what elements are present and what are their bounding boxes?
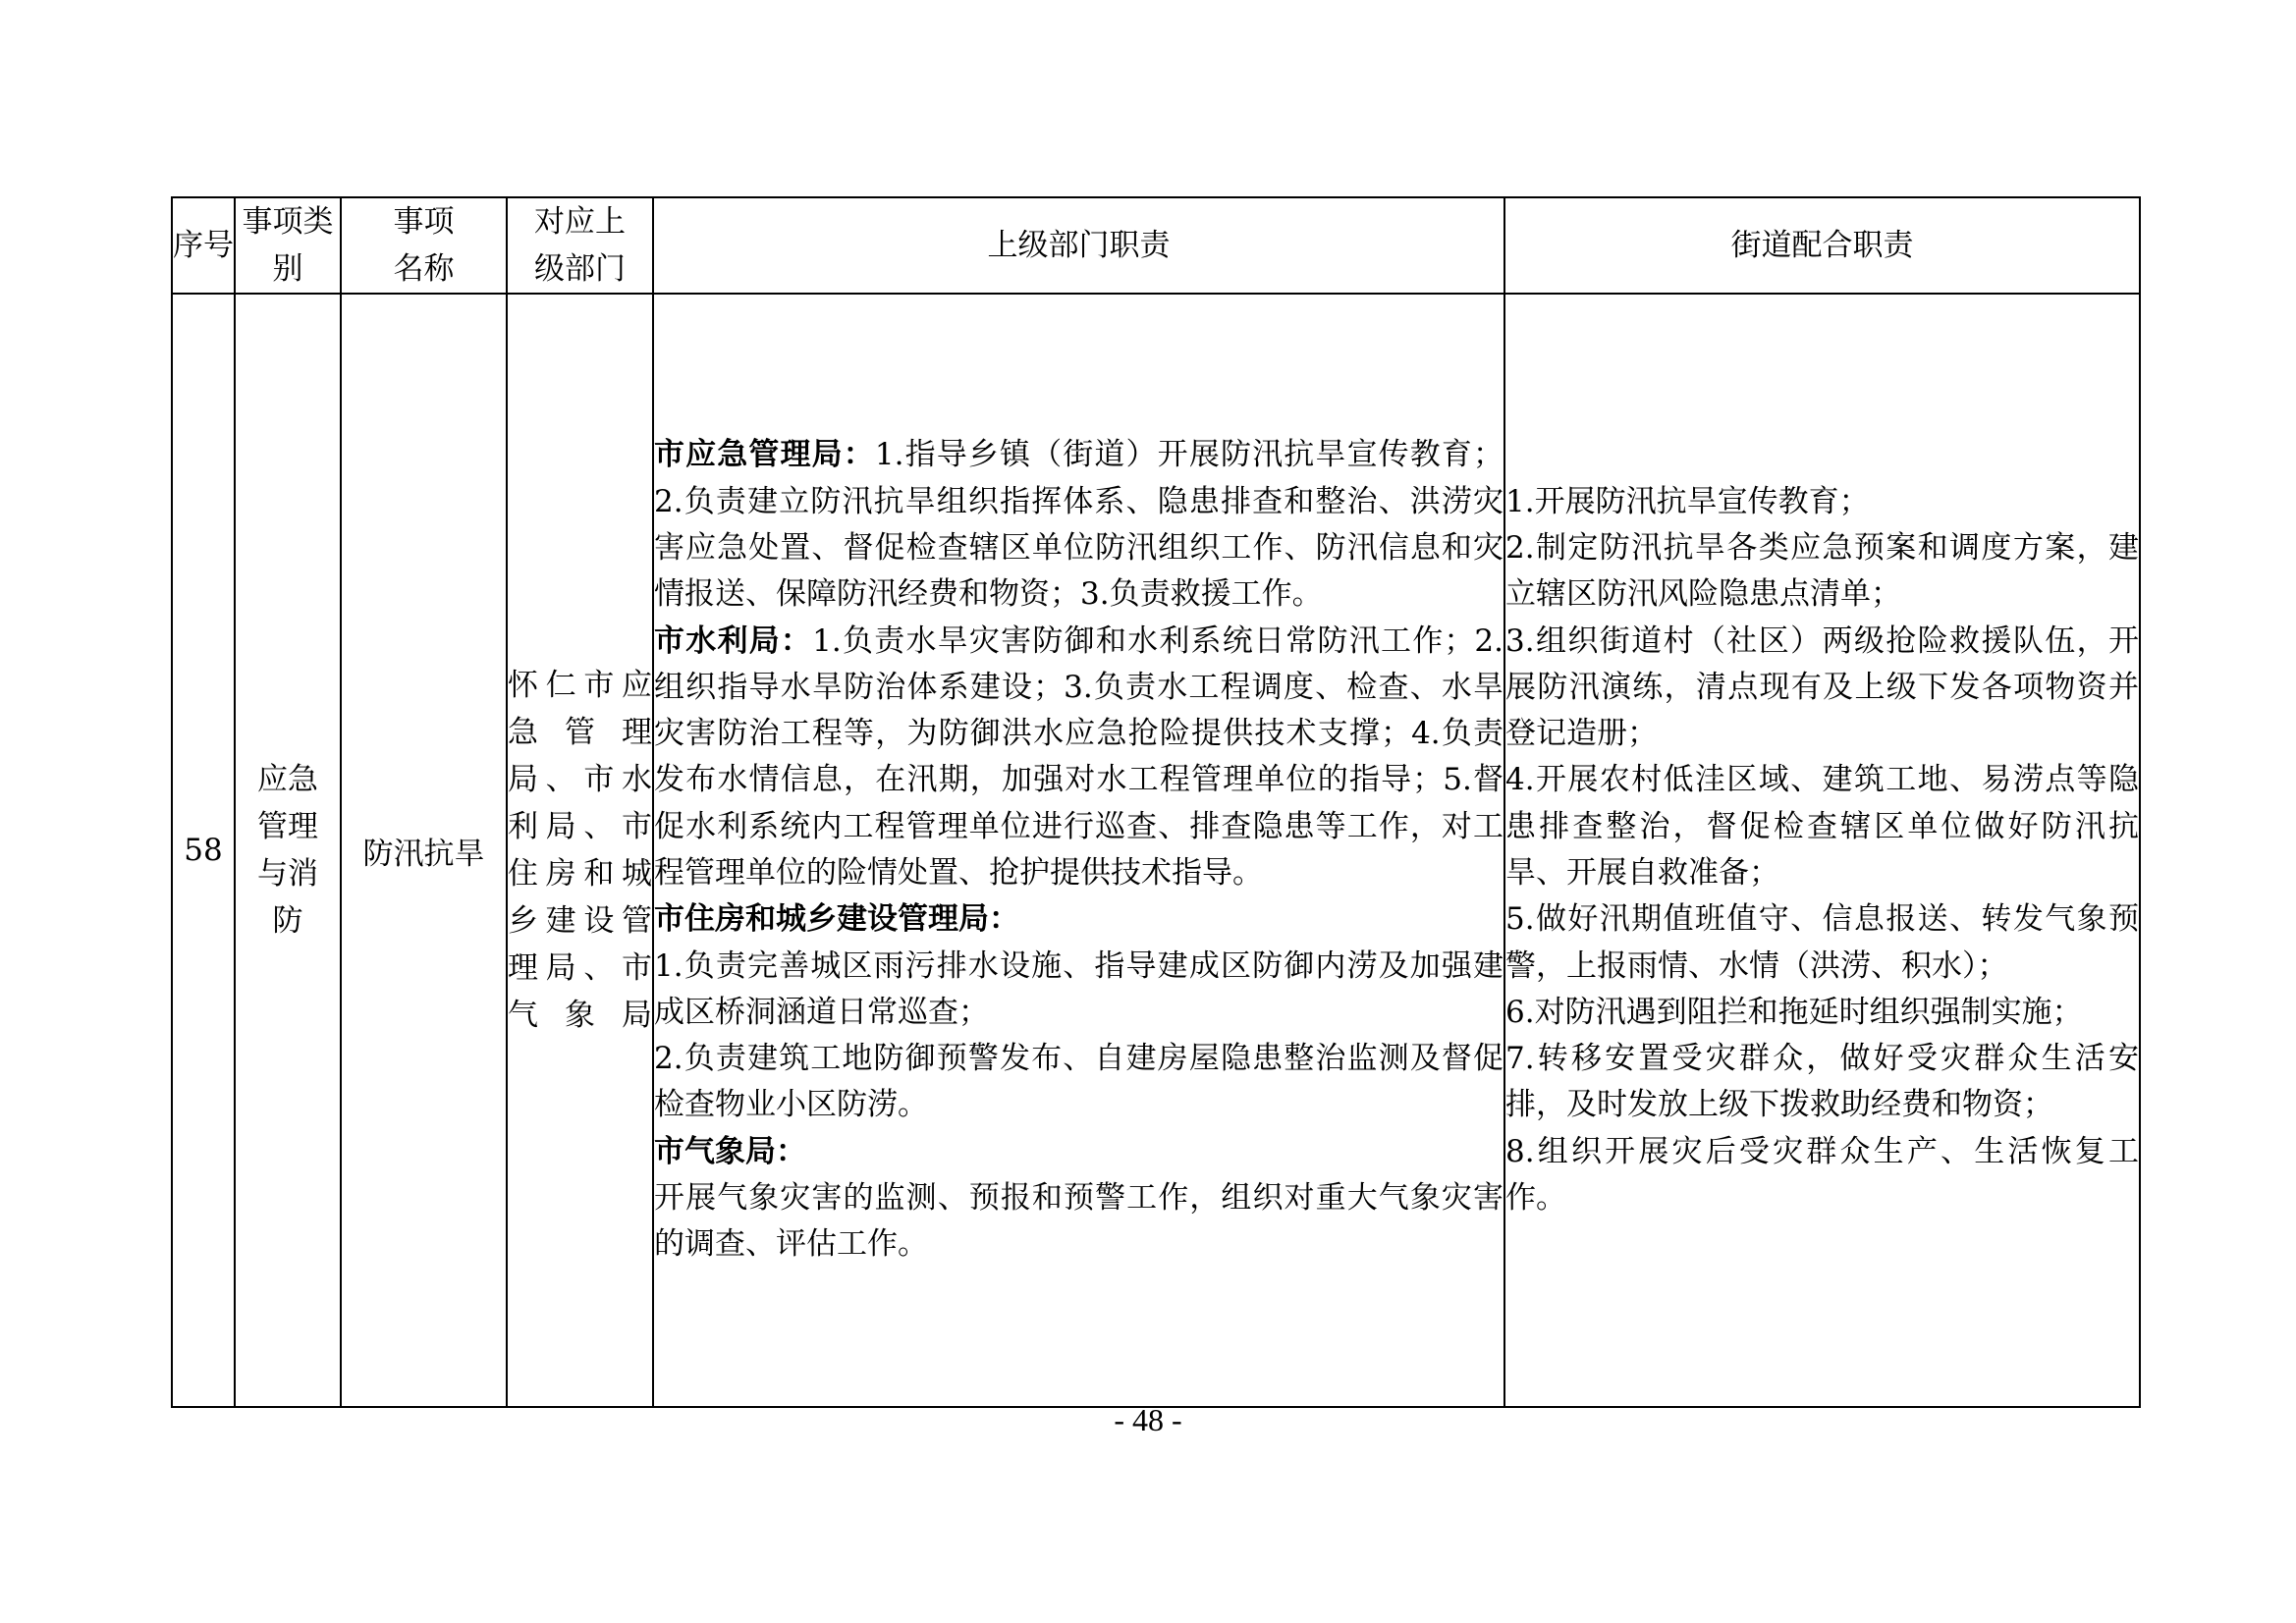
cell-dept: 怀仁市应急管理局、市水利局、市住房和城乡建设管理局、市气象局 (507, 294, 653, 1407)
upper-duty-dept-heading: 市气象局： (654, 1133, 806, 1169)
page-number: - 48 - (1114, 1402, 1182, 1437)
header-street-duties: 街道配合职责 (1504, 197, 2140, 294)
street-duty-item: 7.转移安置受灾群众，做好受灾群众生活安排，及时发放上级下拨救助经费和物资； (1505, 1041, 2139, 1123)
upper-duty-block (654, 432, 1503, 618)
upper-duty-text: 1.指导乡镇（街道）开展防汛抗旱宣传教育；2.负责建立防汛抗旱组织指挥体系、隐患排查和整治、洪涝灾害应急处置、督促检查辖区单位防汛组织工作、防汛信息和灾情报送、保障防汛经费和物资；3.负责救援工作。 (654, 437, 1503, 613)
street-duty-item: 4.开展农村低洼区域、建筑工地、易涝点等隐患排查整治，督促检查辖区单位做好防汛抗旱、开展自救准备； (1505, 762, 2139, 891)
header-upper-duties: 上级部门职责 (653, 197, 1504, 294)
upper-duty-block (654, 1129, 1503, 1175)
upper-duty-block (654, 1036, 1503, 1129)
cell-street-duties (1504, 294, 2140, 1407)
upper-duty-block (654, 619, 1503, 897)
header-dept: 对应上级部门 (507, 197, 653, 294)
upper-duty-text: 1.负责水旱灾害防御和水利系统日常防汛工作；2.组织指导水旱防治体系建设；3.负责水工程调度、检查、水旱灾害防治工程等，为防御洪水应急抢险提供技术支撑；4.负责发布水情信息，在汛期，加强对水工程管理单位的指导；5.督促水利系统内工程管理单位进行巡查、排查隐患等工作，对工程管理单位的险情处置、抢护提供技术指导。 (654, 622, 1503, 891)
upper-duty-text: 1.负责完善城区雨污排水设施、指导建成区防御内涝及加强建成区桥洞涵道日常巡查； (654, 947, 1503, 1030)
upper-duty-block (654, 896, 1503, 943)
header-name: 事项名称 (341, 197, 507, 294)
table-row (172, 294, 2140, 1407)
cell-name: 防汛抗旱 (341, 294, 507, 1407)
duties-table (171, 196, 2141, 1408)
street-duty-item: 5.做好汛期值班值守、信息报送、转发气象预警，上报雨情、水情（洪涝、积水）； (1505, 901, 2139, 984)
upper-duty-text: 开展气象灾害的监测、预报和预警工作，组织对重大气象灾害的调查、评估工作。 (654, 1180, 1503, 1263)
street-duty-item: 6.对防汛遇到阻拦和拖延时组织强制实施； (1505, 994, 2083, 1030)
street-duty-item: 8.组织开展灾后受灾群众生产、生活恢复工作。 (1505, 1133, 2139, 1217)
cell-seq: 58 (172, 294, 235, 1407)
upper-duty-text: 2.负责建筑工地防御预警发布、自建房屋隐患整治监测及督促检查物业小区防涝。 (654, 1041, 1503, 1123)
street-duty-item: 3.组织街道村（社区）两级抢险救援队伍，开展防汛演练，清点现有及上级下发各项物资并登记造册； (1505, 622, 2139, 752)
cell-category: 应急管理与消防 (235, 294, 341, 1407)
cell-upper-duties (653, 294, 1504, 1407)
upper-duty-block (654, 1175, 1503, 1269)
street-duties-list (1505, 479, 2139, 1222)
upper-duty-dept-heading: 市住房和城乡建设管理局： (654, 901, 1019, 938)
street-duty-item: 1.开展防汛抗旱宣传教育； (1505, 483, 1870, 519)
upper-duty-dept-heading: 市水利局： (654, 622, 813, 659)
upper-duty-dept-heading: 市应急管理局： (654, 437, 875, 473)
header-category: 事项类别 (235, 197, 341, 294)
upper-duties-list (654, 432, 1503, 1268)
table-header-row (172, 197, 2140, 294)
street-duty-item: 2.制定防汛抗旱各类应急预案和调度方案，建立辖区防汛风险隐患点清单； (1505, 529, 2139, 613)
upper-duty-block (654, 944, 1503, 1037)
header-seq: 序号 (172, 197, 235, 294)
